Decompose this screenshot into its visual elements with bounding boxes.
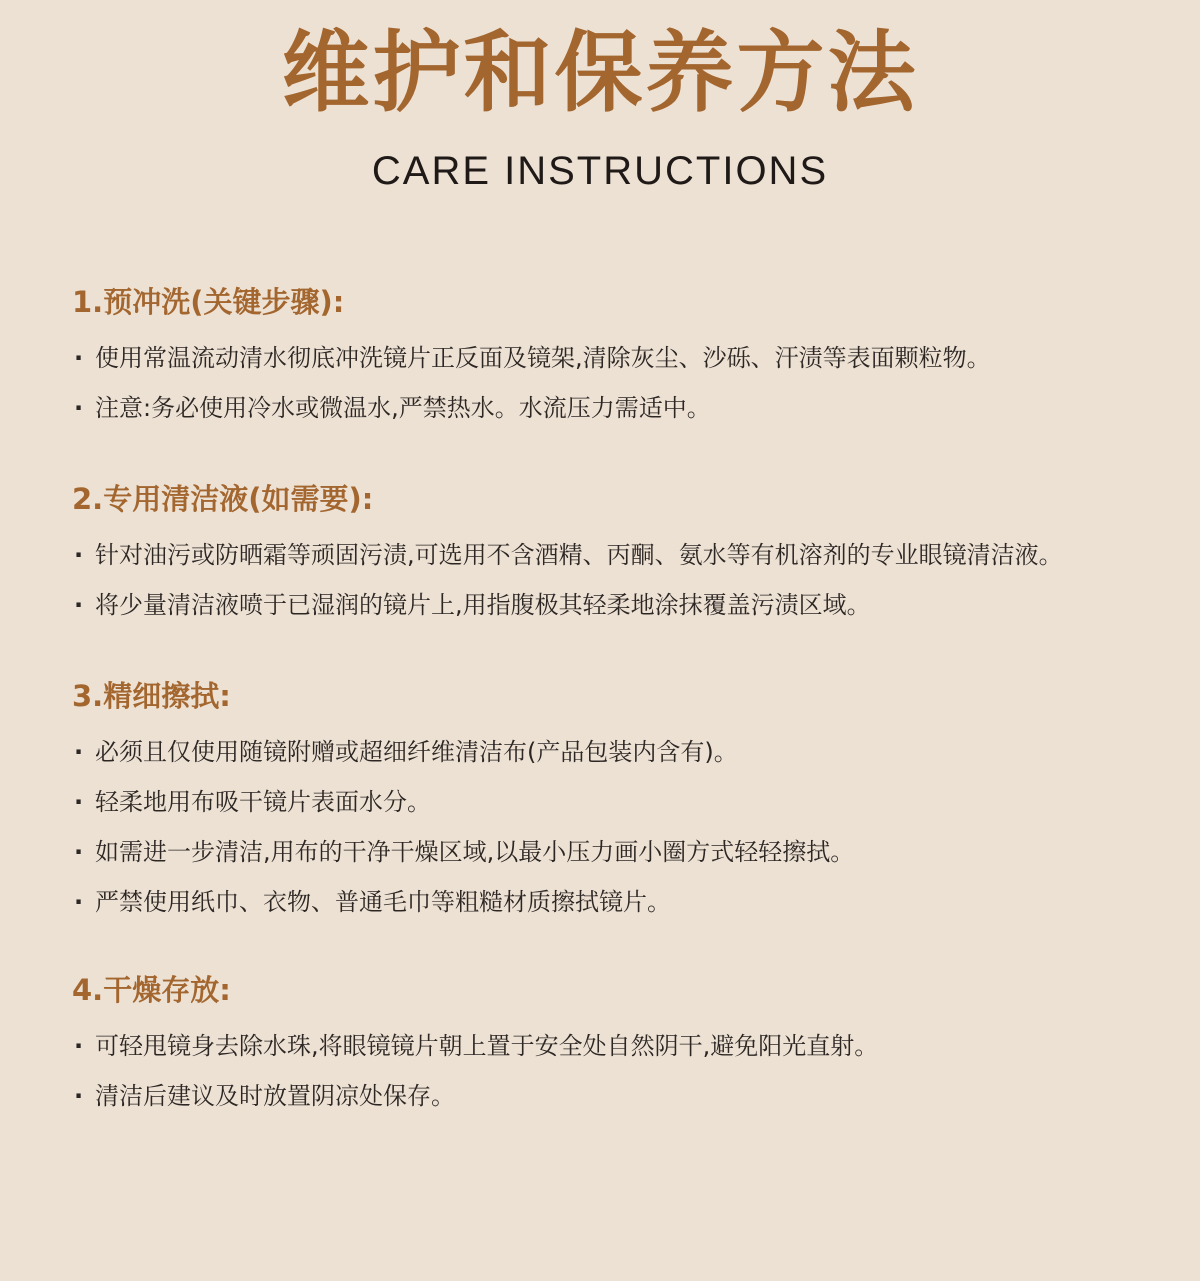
bullet-item: · 严禁使用纸巾、衣物、普通毛巾等粗糙材质擦拭镜片。 [72,877,1172,927]
section-heading: 2.专用清洁液(如需要): [72,482,374,516]
section-heading: 1.预冲洗(关键步骤): [72,285,345,319]
bullet-item: · 轻柔地用布吸干镜片表面水分。 [72,777,1172,827]
section-cleaning-solution [72,478,1172,630]
section-prerinse [72,281,1172,433]
section-drying-storage [72,969,1172,1121]
section-heading: 4.干燥存放: [72,973,231,1007]
bullet-item: · 使用常温流动清水彻底冲洗镜片正反面及镜架,清除灰尘、沙砾、汗渍等表面颗粒物。 [72,333,1172,383]
bullet-list [72,333,1172,433]
bullet-item: · 将少量清洁液喷于已湿润的镜片上,用指腹极其轻柔地涂抹覆盖污渍区域。 [72,580,1172,630]
bullet-list [72,530,1172,630]
section-fine-wiping [72,675,1172,927]
bullet-item: · 可轻甩镜身去除水珠,将眼镜镜片朝上置于安全处自然阴干,避免阳光直射。 [72,1021,1172,1071]
page-subtitle: CARE INSTRUCTIONS [371,149,829,193]
bullet-item: · 清洁后建议及时放置阴凉处保存。 [72,1071,1172,1121]
bullet-list [72,1021,1172,1121]
section-heading: 3.精细擦拭: [72,679,231,713]
bullet-list [72,727,1172,927]
bullet-item: · 必须且仅使用随镜附赠或超细纤维清洁布(产品包装内含有)。 [72,727,1172,777]
page-title: 维护和保养方法 [281,21,919,124]
bullet-item: · 如需进一步清洁,用布的干净干燥区域,以最小压力画小圈方式轻轻擦拭。 [72,827,1172,877]
bullet-item: · 针对油污或防晒霜等顽固污渍,可选用不含酒精、丙酮、氨水等有机溶剂的专业眼镜清洁液。 [72,530,1172,580]
bullet-item: · 注意:务必使用冷水或微温水,严禁热水。水流压力需适中。 [72,383,1172,433]
